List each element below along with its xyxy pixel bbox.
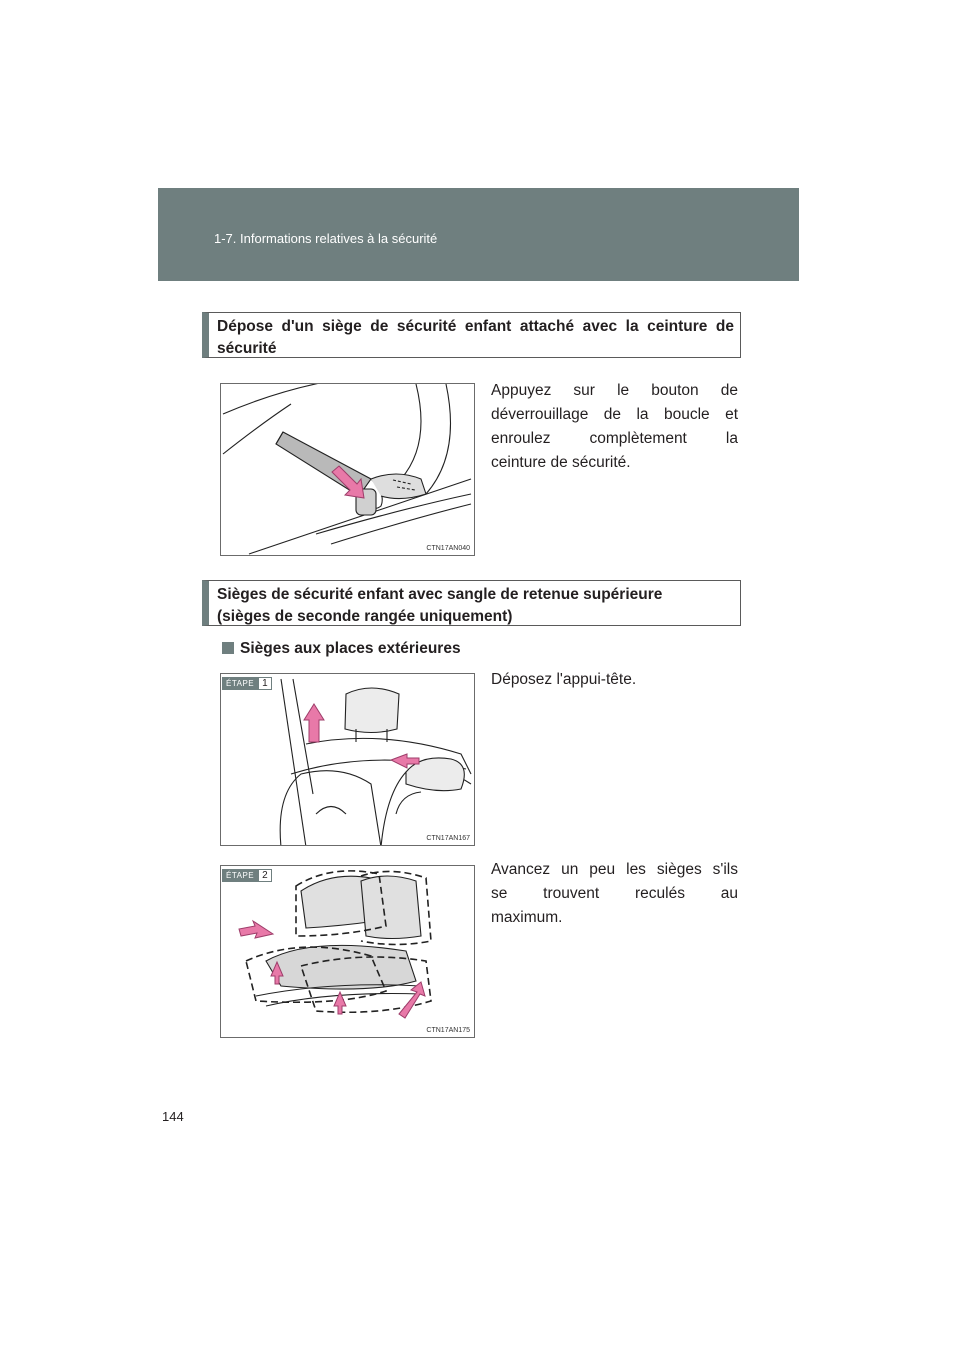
headrest-removal-illustration [221, 674, 475, 846]
section-title: 1-7. Informations relatives à la sécurité [214, 231, 438, 246]
figure-step-2 [220, 865, 475, 1038]
instruction-text-3 [491, 858, 738, 930]
text-line: maximum. [491, 909, 563, 926]
heading-line: Sièges de sécurité enfant avec sangle de retenue supérieure [217, 586, 663, 603]
step-word: ÉTAPE [222, 869, 258, 882]
figure-code: CTN17AN167 [426, 835, 470, 842]
heading-box-top-tether [202, 580, 741, 626]
figure-code: CTN17AN175 [426, 1027, 470, 1034]
text-line: enroulez complètement la [491, 430, 738, 447]
instruction-text-2 [491, 668, 738, 692]
step-word: ÉTAPE [222, 677, 258, 690]
text-line: déverrouillage de la boucle et [491, 406, 738, 423]
text-line: Appuyez sur le bouton de [491, 382, 738, 399]
seats-forward-illustration [221, 866, 475, 1038]
text-line: se trouvent reculés au [491, 885, 738, 902]
text-line: Déposez l'appui-tête. [491, 671, 637, 688]
step-tag [222, 677, 272, 690]
up-arrow-icon [304, 704, 324, 742]
instruction-text-1 [491, 379, 738, 475]
heading-box-seatbelt-removal [202, 312, 741, 358]
page-number: 144 [162, 1109, 184, 1124]
forward-arrow-icon [399, 982, 425, 1018]
step-tag [222, 869, 272, 882]
figure-step-1 [220, 673, 475, 846]
step-number: 2 [258, 869, 272, 882]
square-bullet-icon [222, 642, 234, 654]
heading-line: (sièges de seconde rangée uniquement) [217, 608, 513, 625]
step-number: 1 [258, 677, 272, 690]
subheading-text: Sièges aux places extérieures [240, 640, 461, 657]
buckle-release-illustration [221, 384, 475, 556]
subheading [222, 640, 461, 658]
figure-buckle-release [220, 383, 475, 556]
text-line: ceinture de sécurité. [491, 454, 631, 471]
heading-line: Dépose d'un siège de sécurité enfant attaché avec la ceinture de [217, 318, 734, 335]
heading-line: sécurité [217, 340, 277, 357]
text-line: Avancez un peu les sièges s'ils [491, 861, 738, 878]
forward-arrow-icon [239, 921, 273, 938]
figure-code: CTN17AN040 [426, 545, 470, 552]
